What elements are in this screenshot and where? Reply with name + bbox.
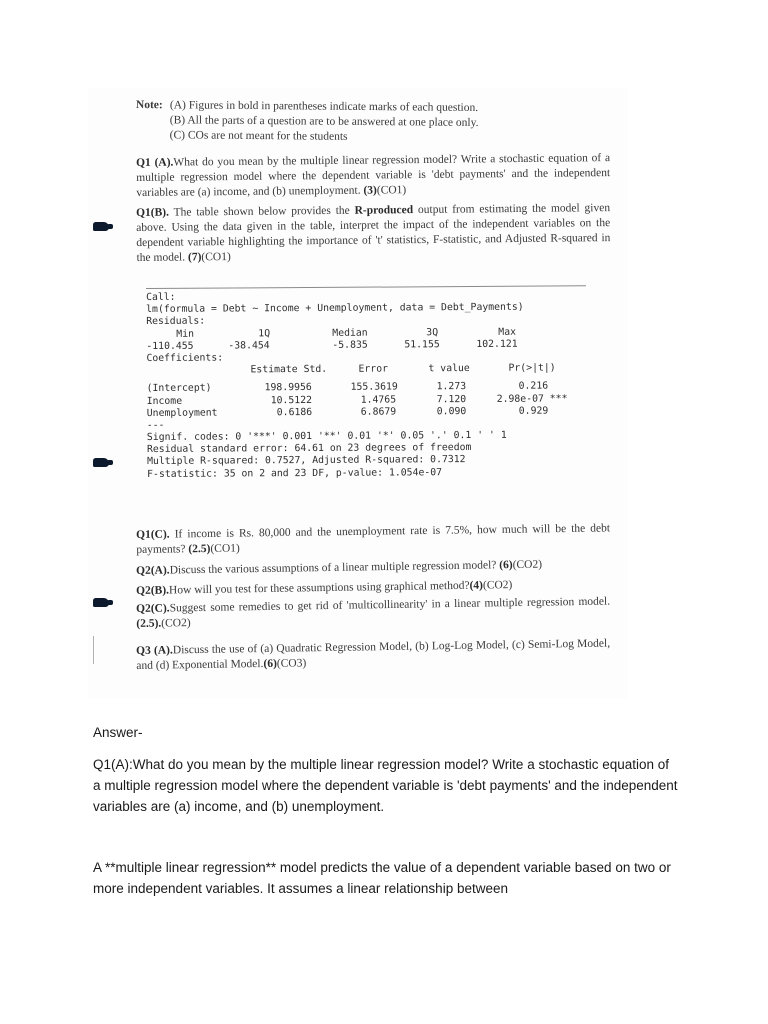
r-signif-codes: Signif. codes: 0 '***' 0.001 '**' 0.01 '*' 0.05 '.' 0.1 ' ' 1	[146, 429, 507, 444]
coef-estimate: 198.9956	[264, 382, 312, 394]
question-2a-co: (CO2)	[512, 558, 543, 572]
residual-value: 102.121	[476, 338, 518, 350]
coef-name: Unemployment	[146, 407, 218, 419]
note-line-a: (A) Figures in bold in parentheses indicate marks of each question.	[169, 99, 479, 114]
question-2c	[136, 595, 610, 632]
residual-value: -110.455	[146, 340, 194, 352]
answer-paragraph: A **multiple linear regression** model predicts the value of a dependent variable based on two or more independent variables. It assumes a linear relationship between	[93, 860, 671, 896]
coef-header: Estimate Std.	[250, 364, 328, 376]
question-2a-text: Discuss the various assumptions of a linear multiple regression model?	[169, 559, 497, 577]
residual-header: Min	[176, 328, 195, 340]
question-2c-co: (CO2)	[161, 617, 191, 630]
residual-value: -38.454	[228, 339, 270, 352]
question-3a-label: Q3 (A).	[136, 644, 173, 657]
question-1b-text-after: output from estimating the model given above. Using the data given in the table, interpret the impact of the independent variables on the dependent variable highlighting the importance of 't' statistics, F-statistic, and Adjusted R-squared in the model.	[136, 202, 611, 264]
coef-p-value: 0.216	[518, 380, 549, 393]
note-label: Note:	[135, 98, 163, 112]
coef-std-error: 6.8679	[360, 406, 397, 418]
residual-header: 3Q	[426, 326, 439, 338]
r-call: lm(formula = Debt ~ Income + Unemployment, data = Debt_Payments)	[146, 301, 524, 316]
question-2c-label: Q2(C).	[136, 602, 170, 615]
question-3a-co: (CO3)	[276, 657, 307, 670]
r-r-squared: Multiple R-squared: 0.7527, Adjusted R-squared: 0.7312	[147, 454, 466, 468]
coef-std-error: 155.3619	[350, 381, 398, 394]
question-1c-label: Q1(C).	[136, 528, 170, 541]
question-2b-co: (CO2)	[482, 579, 513, 592]
coef-t-value: 0.090	[436, 405, 467, 417]
r-call-label: Call:	[146, 291, 176, 303]
question-1b-text-before: The table shown below provides the	[173, 204, 350, 219]
question-1c-co: (CO1)	[210, 542, 240, 555]
answer-section	[93, 722, 679, 899]
answer-heading: Answer-	[93, 725, 143, 740]
answer-question-repeat: Q1(A):What do you mean by the multiple linear regression model? Write a stochastic equation of a multiple regression model where the dependent variable is 'debt payments' and the independent variables are (a) income, and (b) unemployment.	[93, 757, 678, 814]
question-1a-marks: (3)	[363, 184, 377, 197]
residual-value: 51.155	[404, 338, 440, 351]
question-1a	[136, 151, 610, 201]
coef-header: Error	[358, 363, 389, 375]
note-line-b: (B) All the parts of a question are to be answered at one place only.	[169, 114, 479, 129]
coef-header: t value	[428, 363, 470, 375]
r-f-statistic: F-statistic: 35 on 2 and 23 DF, p-value: 1.054e-07	[147, 466, 443, 480]
question-3a-marks: (6)	[263, 657, 277, 670]
coef-p-value: 2.98e-07 ***	[496, 392, 568, 405]
question-1a-label: Q1 (A).	[136, 156, 174, 169]
question-3a	[136, 637, 610, 674]
r-residuals-label: Residuals:	[146, 316, 206, 328]
residual-header: Median	[332, 327, 368, 339]
question-1c	[136, 521, 610, 558]
coef-header: Pr(>|t|)	[508, 362, 556, 374]
ink-mark-icon	[93, 222, 109, 231]
r-coefficients-label: Coefficients:	[146, 352, 224, 364]
question-2a-marks: (6)	[499, 559, 513, 572]
coef-estimate: 0.6186	[276, 406, 313, 418]
question-2b-marks: (4)	[469, 579, 484, 592]
coef-t-value: 1.273	[436, 381, 467, 393]
coef-t-value: 7.120	[436, 393, 467, 405]
question-2a	[136, 557, 610, 579]
residual-value: -5.835	[332, 339, 368, 351]
residual-header: Max	[498, 326, 517, 338]
ink-mark-icon	[93, 598, 109, 607]
question-3a-text: Discuss the use of (a) Quadratic Regression Model, (b) Log-Log Model, (c) Semi-Log Model, and (d) Exponential Model.	[136, 637, 611, 672]
question-1b-co: (CO1)	[201, 251, 231, 264]
question-1a-co: (CO1)	[376, 184, 407, 197]
scanned-question-paper	[88, 88, 628, 698]
r-regression-output	[146, 285, 587, 480]
coef-std-error: 1.4765	[360, 393, 397, 406]
question-1c-marks: (2.5)	[188, 542, 211, 556]
question-1b-marks: (7)	[187, 251, 202, 264]
question-2b-text: How will you test for these assumptions using graphical method?	[168, 579, 470, 597]
coef-name: Income	[146, 395, 183, 407]
note-line-c: (C) COs are not meant for the students	[169, 129, 348, 143]
coef-estimate: 10.5122	[270, 394, 313, 406]
coef-name: (Intercept)	[146, 382, 212, 395]
question-1b-label: Q1(B).	[136, 206, 170, 219]
question-1c-text: If income is Rs. 80,000 and the unemployment rate is 7.5%, how much will be the debt payments?	[136, 522, 611, 556]
question-2c-text: Suggest some remedies to get rid of 'multicollinearity' in a linear multiple regression model.	[169, 595, 611, 615]
r-residual-se: Residual standard error: 64.61 on 23 degrees of freedom	[146, 442, 472, 456]
question-2c-marks: (2.5).	[136, 617, 162, 630]
question-1a-text: What do you mean by the multiple linear regression model? Write a stochastic equation of a multiple regression model where the dependent variable is 'debt payments' and the independent variables are (a) income, and (b) unemployment.	[136, 152, 611, 199]
question-1b-bold-term: R-produced	[354, 204, 414, 217]
ink-mark-icon	[93, 458, 109, 467]
note-block	[136, 98, 576, 147]
r-separator: ---	[146, 419, 165, 431]
residual-header: 1Q	[258, 327, 271, 339]
question-2a-label: Q2(A).	[136, 564, 170, 577]
question-1b	[136, 201, 611, 266]
question-2b-label: Q2(B).	[136, 584, 170, 597]
coef-p-value: 0.929	[518, 405, 549, 417]
scan-margin-line	[93, 636, 94, 664]
